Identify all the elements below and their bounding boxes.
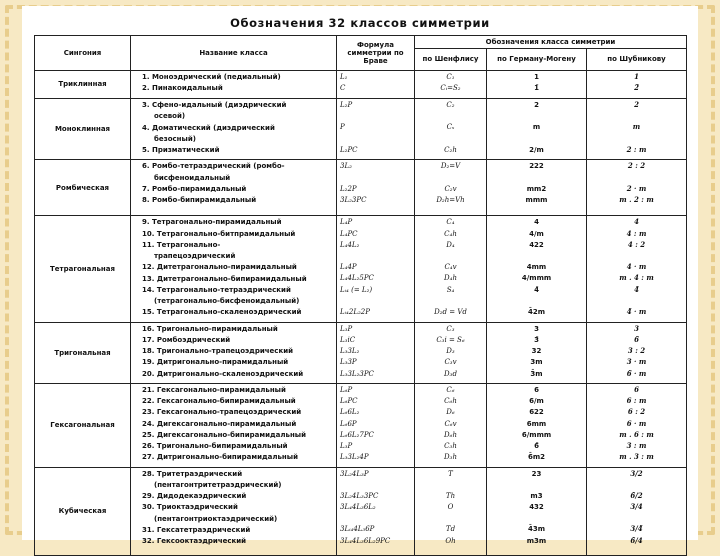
bravais-formula-line: 3L₄4L₃6L₂ [340, 503, 376, 511]
hermann-mauguin-symbol: 2 [534, 101, 539, 109]
class-name-line: 1. Моноэдрический (педиальный) [142, 73, 281, 81]
shubnikov-symbol: 2 : m [626, 144, 647, 154]
syngony-label: Гексагональная [35, 383, 131, 467]
hermann-mauguin-symbol: 23 [531, 469, 542, 478]
schoenflies-cell [415, 160, 487, 216]
class-name-line: 25. Дигексагонально-бипирамидальный [142, 430, 307, 439]
bravais-formula-line: L₄P [340, 218, 353, 227]
hermann-mauguin-symbol: 622 [529, 408, 544, 417]
shubnikov-symbol: 6 : 2 [627, 407, 646, 417]
shubnikov-cell [587, 322, 687, 383]
schoenflies-symbol: D₆ [446, 408, 455, 417]
document-title: Обозначения 32 классов симметрии [230, 16, 490, 30]
names-cell [131, 383, 337, 467]
class-name-line: 26. Тригонально-бипирамидальный [142, 442, 288, 450]
shubnikov-symbol: m . 2 : m [619, 194, 654, 204]
syngony-group-row [35, 216, 687, 322]
schoenflies-symbol: D₄h [444, 274, 457, 283]
shubnikov-symbol: m . 4 : m [619, 273, 654, 283]
bravais-formula-line: L₃3L₂4P [340, 453, 369, 462]
hermann-mauguin-symbol: mm2 [526, 184, 547, 193]
hermann-mauguin-symbol [490, 514, 583, 522]
schoenflies-symbol: Td [445, 525, 456, 534]
hermann-mauguin-symbol: 32 [531, 347, 542, 355]
schoenflies-symbol: C₄ [446, 218, 455, 227]
syngony-label: Моноклинная [35, 99, 131, 160]
document-page [22, 6, 698, 545]
names-cell [131, 71, 337, 99]
bravais-cell [337, 71, 415, 99]
shubnikov-symbol: 3/4̃ [630, 524, 643, 534]
syngony-label: Ромбическая [35, 160, 131, 216]
schoenflies-symbol: Cₛ [446, 123, 455, 132]
hermann-mauguin-symbol: 4̄2m [527, 307, 546, 316]
schoenflies-cell [415, 383, 487, 467]
header-syngony: Сингония [35, 36, 131, 71]
class-name-line: 31. Гексатетраэдрический [142, 525, 251, 534]
syngony-group-row [35, 160, 687, 216]
class-name-line: 10. Тетрагонально-битпрамидальный [142, 229, 296, 238]
class-name-line: 32. Гексооктаэдрический [142, 537, 247, 545]
bravais-formula-line: L₁ [340, 73, 348, 81]
hermann-mauguin-symbol [490, 112, 583, 120]
shubnikov-symbol [590, 252, 683, 260]
names-cell [131, 160, 337, 216]
shubnikov-symbol: 4 · m [626, 262, 647, 271]
hermann-mauguin-symbol: 222 [529, 162, 544, 171]
class-name-line: трапецоэдрический [154, 252, 236, 260]
hermann-mauguin-symbol: 3m [530, 358, 543, 367]
shubnikov-symbol: 3 : 2 [627, 346, 646, 355]
class-name-line: 16. Тригонально-пирамидальный [142, 324, 278, 333]
bravais-formula-line: L₆P [340, 385, 353, 394]
shubnikov-symbol: 6̃/2 [630, 490, 643, 500]
syngony-label: Кубическая [35, 467, 131, 555]
bravais-formula-line: L₂P [340, 101, 353, 109]
names-cell [131, 216, 337, 322]
schoenflies-symbol [418, 174, 483, 182]
schoenflies-symbol [418, 135, 483, 143]
schoenflies-symbol: D₃h [444, 453, 457, 462]
hermann-cell [487, 322, 587, 383]
header-class-name: Название класса [131, 36, 337, 71]
schoenflies-cell [415, 322, 487, 383]
shubnikov-symbol: 2 [634, 100, 639, 109]
class-name-line: 29. Дидодекаэдрический [142, 492, 247, 500]
names-cell [131, 322, 337, 383]
class-name-line: 12. Дитетрагонально-пирамидальный [142, 263, 297, 272]
hermann-mauguin-symbol: m3 [530, 491, 543, 500]
syngony-group-row [35, 383, 687, 467]
schoenflies-symbol: T [448, 469, 453, 478]
hermann-mauguin-symbol: 6̄ [534, 442, 539, 450]
bravais-formula-line: L₆PC [340, 397, 358, 405]
hermann-mauguin-symbol: 4/mmm [521, 274, 552, 283]
hermann-mauguin-symbol: 1̄ [534, 84, 539, 93]
class-name-line: 28. Тритетраэдрический [142, 469, 243, 478]
schoenflies-symbol [418, 297, 483, 305]
bravais-formula-line: Lᵢ₄2L₂2P [340, 307, 370, 316]
shubnikov-symbol: 3 · m [626, 357, 647, 367]
hermann-mauguin-symbol: m [532, 123, 541, 132]
schoenflies-cell [415, 99, 487, 160]
hermann-mauguin-symbol: 3̄ [534, 335, 539, 344]
class-name-line: (тетрагонально-бисфеноидальный) [154, 297, 300, 305]
schoenflies-cell [415, 216, 487, 322]
schoenflies-symbol: C₂ [446, 101, 455, 109]
bravais-formula-line: L₃P [340, 324, 353, 333]
schoenflies-symbol: Th [445, 491, 456, 500]
schoenflies-symbol: D₃d [444, 369, 457, 378]
bravais-formula-line [340, 297, 411, 305]
class-name-line: 8. Ромбо-бипирамидальный [142, 196, 257, 204]
shubnikov-symbol [590, 135, 683, 143]
shubnikov-symbol: 4 : 2 [627, 239, 646, 249]
bravais-formula-line: L₄PC [340, 229, 358, 238]
bravais-formula-line: L₆6P [340, 419, 357, 428]
class-name-line: 7. Ромбо-пирамидальный [142, 184, 247, 193]
class-name-line: 5. Призматический [142, 146, 220, 154]
hermann-mauguin-symbol [490, 252, 583, 260]
shubnikov-symbol: 6̃ [634, 334, 639, 344]
schoenflies-symbol: C₆ [446, 385, 455, 394]
bravais-formula-line: 3L₂ [340, 162, 352, 171]
schoenflies-symbol: C₆v [444, 419, 457, 428]
schoenflies-symbol: D₄ [446, 240, 455, 249]
bravais-formula-line: 3L₂4L₃3PC [340, 491, 379, 500]
hermann-mauguin-symbol: 3̄m [530, 369, 543, 378]
schoenflies-symbol: C₄h [444, 229, 457, 238]
hermann-mauguin-symbol: 6/mmm [521, 430, 552, 439]
shubnikov-symbol [590, 112, 683, 120]
schoenflies-symbol [418, 112, 483, 120]
bravais-formula-line: L₆6L₂ [340, 408, 360, 417]
shubnikov-symbol: 4̃ [634, 284, 639, 294]
syngony-group-row [35, 322, 687, 383]
shubnikov-cell [587, 160, 687, 216]
bravais-formula-line: L₂PC [340, 145, 358, 154]
class-name-line: 2. Пинакоидальный [142, 84, 223, 93]
syngony-label: Триклинная [35, 71, 131, 99]
table-body [35, 71, 687, 556]
schoenflies-symbol: O [447, 503, 454, 511]
schoenflies-cell [415, 71, 487, 99]
bravais-cell [337, 322, 415, 383]
schoenflies-symbol: C₆h [444, 397, 457, 405]
shubnikov-cell [587, 467, 687, 555]
schoenflies-symbol: C₃v [444, 358, 457, 367]
shubnikov-symbol [590, 481, 683, 489]
hermann-mauguin-symbol [490, 174, 583, 182]
hermann-cell [487, 383, 587, 467]
syngony-group-row [35, 99, 687, 160]
schoenflies-symbol: C₄v [444, 263, 457, 271]
shubnikov-symbol: 2 · m [626, 183, 647, 193]
syngony-group-row [35, 467, 687, 555]
bravais-formula-line: L₄4P [340, 263, 357, 271]
shubnikov-symbol: 6 · m [626, 418, 647, 428]
bravais-formula-line [340, 481, 411, 489]
header-bravais-formula: Формула симметрии по Браве [337, 36, 415, 71]
shubnikov-symbol [590, 174, 683, 182]
schoenflies-symbol: D₃ [446, 347, 455, 355]
hermann-mauguin-symbol [490, 297, 583, 305]
bravais-cell [337, 160, 415, 216]
shubnikov-symbol [590, 514, 683, 522]
class-name-line: 14. Тетрагонально-тетраэдрический [142, 285, 291, 294]
hermann-mauguin-symbol: 432 [529, 503, 544, 511]
hermann-mauguin-symbol: m3m [526, 536, 547, 545]
hermann-cell [487, 99, 587, 160]
hermann-cell [487, 467, 587, 555]
class-name-line: 4. Доматический (диэдрический [142, 123, 275, 132]
schoenflies-symbol: C₂v [444, 184, 457, 193]
hermann-mauguin-symbol: 3 [534, 324, 539, 333]
shubnikov-symbol: 3/2 [630, 468, 643, 478]
class-name-line: 19. Дитригонально-пирамидальный [142, 358, 289, 367]
shubnikov-symbol: 6 [634, 384, 639, 394]
symmetry-classes-table [34, 35, 687, 556]
bravais-formula-line [340, 135, 411, 143]
hermann-mauguin-symbol: 4̄ [534, 285, 539, 294]
class-name-line: 27. Дитригонально-бипирамидальный [142, 453, 298, 462]
shubnikov-symbol: m . 3 : m [619, 452, 654, 462]
schoenflies-symbol: C₂h [444, 145, 457, 154]
shubnikov-symbol: 1 [634, 72, 639, 81]
schoenflies-symbol [418, 481, 483, 489]
class-name-line: (пентагонтритетраэдрический) [154, 480, 282, 489]
hermann-cell [487, 216, 587, 322]
schoenflies-symbol: C₃h [444, 442, 457, 450]
shubnikov-symbol: 2 : 2 [627, 161, 646, 171]
header-schoenflies: по Шенфлису [415, 49, 487, 71]
bravais-formula-line: L₄4L₂5PC [340, 274, 374, 283]
class-name-line: 18. Тригонально-трапецоэдрический [142, 347, 294, 355]
hermann-mauguin-symbol: 6̄m2 [527, 453, 546, 462]
class-name-line: 6. Ромбо-тетраэдрический (ромбо- [142, 162, 285, 171]
schoenflies-symbol: D₂d = Vd [434, 307, 467, 316]
shubnikov-symbol: 6̃ · m [626, 368, 647, 378]
hermann-mauguin-symbol: 1 [534, 73, 539, 81]
hermann-cell [487, 160, 587, 216]
shubnikov-symbol: 2̃ [634, 83, 639, 93]
schoenflies-symbol: D₆h [444, 430, 457, 439]
class-name-line: безосный) [154, 134, 196, 143]
bravais-cell [337, 467, 415, 555]
shubnikov-cell [587, 99, 687, 160]
names-cell [131, 99, 337, 160]
class-name-line: 30. Триоктаэдрический [142, 503, 238, 512]
class-name-line: 3. Сфено-идальный (диэдрический [142, 101, 287, 109]
class-name-line: 15. Тетрагонально-скаленоэдрический [142, 308, 302, 317]
header-shubnikov: по Шубникову [587, 49, 687, 71]
bravais-formula-line: L₄4L₂ [340, 240, 360, 249]
schoenflies-symbol: C₁ [446, 73, 455, 81]
hermann-mauguin-symbol [490, 481, 583, 489]
class-name-line: 23. Гексагонально-трапецоэдрический [142, 408, 302, 417]
class-name-line: 24. Дигексагонально-пирамидальный [142, 419, 297, 428]
syngony-group-row [35, 71, 687, 99]
bravais-formula-line: L₃3L₂3PC [340, 369, 374, 378]
hermann-mauguin-symbol: 4/m [529, 229, 544, 238]
syngony-label: Тригональная [35, 322, 131, 383]
bravais-formula-line: 3L₄4L₃6L₂9PC [340, 536, 391, 545]
bravais-cell [337, 99, 415, 160]
class-name-line: осевой) [154, 112, 186, 121]
schoenflies-symbol [418, 252, 483, 260]
shubnikov-symbol: m [632, 122, 641, 132]
names-cell [131, 467, 337, 555]
bravais-formula-line: L₃P [340, 442, 353, 450]
shubnikov-symbol [590, 297, 683, 305]
schoenflies-symbol: C₃ [446, 324, 455, 333]
shubnikov-symbol: 4 [634, 217, 639, 227]
hermann-mauguin-symbol: 6/m [529, 397, 544, 405]
shubnikov-symbol: 3/4 [630, 502, 643, 511]
hermann-mauguin-symbol [490, 135, 583, 143]
hermann-mauguin-symbol: 2/m [529, 145, 544, 154]
bravais-formula-line: 3Lᵢ₄4L₃6P [340, 525, 375, 534]
schoenflies-symbol [418, 514, 483, 522]
class-name-line: 20. Дитригонально-скаленоэдрический [142, 369, 304, 378]
schoenflies-symbol: S₄ [446, 285, 455, 294]
schoenflies-symbol: C₃i = S₆ [436, 335, 465, 344]
class-name-line: 21. Гексагонально-пирамидальный [142, 385, 286, 394]
hermann-mauguin-symbol: 4 [534, 218, 539, 227]
bravais-cell [337, 383, 415, 467]
shubnikov-cell [587, 216, 687, 322]
bravais-formula-line: 3L₂4L₃P [340, 469, 369, 478]
schoenflies-symbol: D₂=V [440, 162, 461, 171]
shubnikov-symbol: 4 : m [626, 228, 647, 238]
syngony-label: Тетрагональная [35, 216, 131, 322]
class-name-line: 13. Дитетрагонально-бипирамидальный [142, 274, 307, 283]
schoenflies-symbol: Oh [445, 536, 456, 545]
shubnikov-symbol: 3 [634, 323, 639, 333]
class-name-line: 9. Тетрагонально-пирамидальный [142, 218, 282, 227]
hermann-mauguin-symbol: mmm [525, 195, 548, 204]
bravais-formula-line [340, 112, 411, 120]
bravais-formula-line [340, 174, 411, 182]
shubnikov-symbol: 6̃/4 [630, 535, 643, 545]
header-notation-group: Обозначения класса симметрии [415, 36, 687, 49]
class-name-line: 22. Гексагонально-бипирамидальный [142, 397, 296, 405]
bravais-formula-line: P [340, 123, 345, 132]
bravais-formula-line: L₃iC [340, 335, 356, 344]
bravais-formula-line: L₆6L₂7PC [340, 430, 374, 439]
bravais-formula-line: 3L₂3PC [340, 195, 367, 204]
shubnikov-symbol: 3 : m [626, 441, 647, 450]
schoenflies-symbol: D₂h=Vh [436, 195, 465, 204]
schoenflies-symbol: Cᵢ=S₂ [440, 84, 461, 93]
bravais-formula-line [340, 514, 411, 522]
shubnikov-symbol: m . 6 : m [619, 429, 654, 439]
hermann-mauguin-symbol: 4̄3m [527, 525, 546, 534]
shubnikov-cell [587, 71, 687, 99]
bravais-formula-line [340, 252, 411, 260]
shubnikov-symbol: 6 : m [626, 396, 647, 405]
hermann-mauguin-symbol: 6mm [526, 419, 547, 428]
class-name-line: (пентагонтриоктаэдрический) [154, 514, 278, 523]
hermann-mauguin-symbol: 6 [534, 385, 539, 394]
bravais-formula-line: L₃3L₂ [340, 347, 360, 355]
hermann-mauguin-symbol: 422 [529, 240, 544, 249]
shubnikov-symbol: 4̃ · m [626, 306, 647, 316]
class-name-line: 17. Ромбоэдрический [142, 335, 231, 344]
header-hermann-mauguin: по Герману-Могену [487, 49, 587, 71]
bravais-formula-line: C [340, 84, 346, 93]
schoenflies-cell [415, 467, 487, 555]
shubnikov-cell [587, 383, 687, 467]
class-name-line: бисфеноидальный [154, 173, 231, 182]
bravais-formula-line: L₂2P [340, 184, 357, 193]
class-name-line: 11. Тетрагонально- [142, 240, 221, 249]
bravais-formula-line: L₃3P [340, 358, 357, 367]
bravais-formula-line: Lᵢ₄ (= L₂) [340, 285, 373, 294]
hermann-mauguin-symbol: 4mm [526, 263, 547, 271]
bravais-cell [337, 216, 415, 322]
hermann-cell [487, 71, 587, 99]
